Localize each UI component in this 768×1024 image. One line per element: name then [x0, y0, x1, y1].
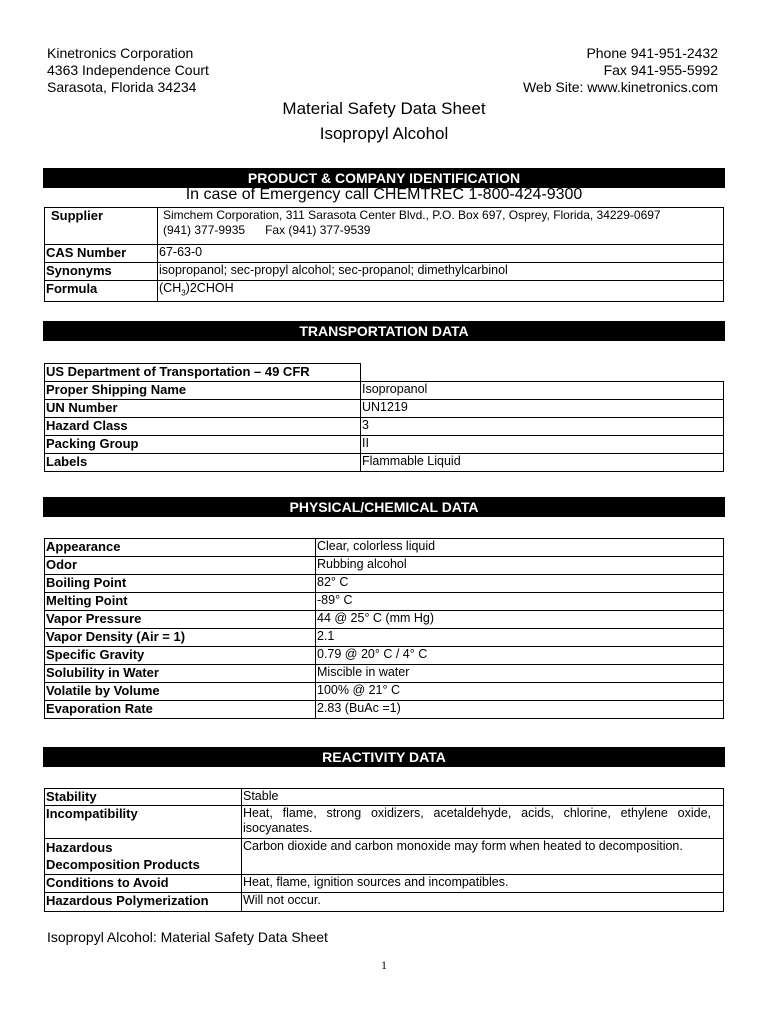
table-row	[45, 575, 724, 593]
table-row	[45, 382, 724, 400]
transport-label: Labels	[45, 454, 361, 472]
transport-label: Hazard Class	[45, 418, 361, 436]
transport-value: Isopropanol	[361, 382, 724, 400]
cas-label: CAS Number	[45, 245, 158, 263]
table-row	[45, 364, 724, 382]
property-label: Specific Gravity	[45, 647, 316, 665]
synonyms-value: isopropanol; sec-propyl alcohol; sec-propanol; dimethylcarbinol	[158, 263, 724, 281]
table-row	[45, 647, 724, 665]
hazardous-decomposition-label	[45, 839, 242, 875]
label-line: Hazardous	[46, 840, 113, 855]
supplier-label: Supplier	[45, 208, 158, 245]
reactivity-table	[44, 788, 724, 912]
document-subtitle: Isopropyl Alcohol	[319, 124, 449, 143]
company-name: Kinetronics Corporation	[47, 45, 194, 61]
document-title: Material Safety Data Sheet	[282, 99, 486, 118]
property-value: 0.79 @ 20° C / 4° C	[316, 647, 724, 665]
formula-part: )2CHOH	[185, 281, 234, 295]
property-value: 2.83 (BuAc =1)	[316, 701, 724, 719]
formula-part: (CH	[159, 281, 182, 295]
stability-value: Stable	[242, 789, 724, 806]
table-row	[45, 557, 724, 575]
property-value: Rubbing alcohol	[316, 557, 724, 575]
company-street: 4363 Independence Court	[47, 62, 209, 78]
transport-table	[44, 363, 724, 472]
section-header-physical: PHYSICAL/CHEMICAL DATA	[43, 497, 725, 517]
supplier-address: Simchem Corporation, 311 Sarasota Center Blvd., P.O. Box 697, Osprey, Florida, 34229-0697	[163, 208, 661, 222]
transport-label: Proper Shipping Name	[45, 382, 361, 400]
company-web: Web Site: www.kinetronics.com	[522, 79, 718, 95]
emergency-notice: In case of Emergency call CHEMTREC 1-800-424-9300	[185, 186, 583, 203]
label-line: Decomposition Products	[46, 857, 200, 872]
supplier-phone: (941) 377-9935 Fax (941) 377-9539	[163, 223, 371, 237]
table-row	[45, 806, 724, 839]
property-label: Appearance	[45, 539, 316, 557]
transport-value: 3	[361, 418, 724, 436]
table-row	[45, 875, 724, 893]
table-row	[45, 539, 724, 557]
table-row	[45, 454, 724, 472]
property-label: Volatile by Volume	[45, 683, 316, 701]
stability-label: Stability	[45, 789, 242, 806]
property-label: Vapor Pressure	[45, 611, 316, 629]
company-address	[47, 45, 209, 96]
transport-header: US Department of Transportation – 49 CFR	[45, 364, 361, 382]
table-row	[45, 839, 724, 875]
company-fax: Fax 941-955-5992	[603, 62, 718, 78]
transport-value: UN1219	[361, 400, 724, 418]
conditions-value: Heat, flame, ignition sources and incompatibles.	[242, 875, 724, 893]
property-value: 44 @ 25° C (mm Hg)	[316, 611, 724, 629]
property-value: Miscible in water	[316, 665, 724, 683]
hazardous-decomposition-value: Carbon dioxide and carbon monoxide may form when heated to decomposition.	[242, 839, 724, 875]
company-phone: Phone 941-951-2432	[586, 45, 718, 61]
table-row	[45, 629, 724, 647]
empty-cell	[361, 364, 724, 382]
table-row	[45, 665, 724, 683]
transport-label: UN Number	[45, 400, 361, 418]
section-header-reactivity: REACTIVITY DATA	[43, 747, 725, 767]
table-row	[45, 281, 724, 302]
table-row	[45, 263, 724, 281]
page-number: 1	[381, 958, 387, 972]
table-row	[45, 418, 724, 436]
property-label: Odor	[45, 557, 316, 575]
property-value: Clear, colorless liquid	[316, 539, 724, 557]
section-header-transport: TRANSPORTATION DATA	[43, 321, 725, 341]
physical-table	[44, 538, 724, 719]
footer-text: Isopropyl Alcohol: Material Safety Data Sheet	[47, 929, 328, 945]
property-label: Vapor Density (Air = 1)	[45, 629, 316, 647]
table-row	[45, 611, 724, 629]
table-row	[45, 701, 724, 719]
property-label: Melting Point	[45, 593, 316, 611]
property-label: Solubility in Water	[45, 665, 316, 683]
property-label: Boiling Point	[45, 575, 316, 593]
table-row	[45, 893, 724, 912]
polymerization-value: Will not occur.	[242, 893, 724, 912]
polymerization-label: Hazardous Polymerization	[45, 893, 242, 912]
table-row	[45, 683, 724, 701]
property-label: Evaporation Rate	[45, 701, 316, 719]
transport-value: Flammable Liquid	[361, 454, 724, 472]
transport-label: Packing Group	[45, 436, 361, 454]
table-row	[45, 245, 724, 263]
property-value: 100% @ 21° C	[316, 683, 724, 701]
property-value: -89° C	[316, 593, 724, 611]
table-row	[45, 400, 724, 418]
company-city: Sarasota, Florida 34234	[47, 79, 197, 95]
product-table	[44, 207, 724, 302]
synonyms-label: Synonyms	[45, 263, 158, 281]
incompatibility-value: Heat, flame, strong oxidizers, acetaldehyde, acids, chlorine, ethylene oxide, isocyanates.	[242, 806, 724, 839]
table-row	[45, 789, 724, 806]
table-row	[45, 208, 724, 245]
table-row	[45, 436, 724, 454]
company-contact	[523, 45, 718, 96]
formula-label: Formula	[45, 281, 158, 302]
transport-value: II	[361, 436, 724, 454]
table-row	[45, 593, 724, 611]
section-header-product: PRODUCT & COMPANY IDENTIFICATION	[43, 168, 725, 188]
conditions-label: Conditions to Avoid	[45, 875, 242, 893]
formula-subscript: 3	[181, 288, 186, 298]
supplier-value	[158, 208, 724, 245]
property-value: 82° C	[316, 575, 724, 593]
incompatibility-label: Incompatibility	[45, 806, 242, 839]
formula-value	[158, 281, 724, 302]
property-value: 2.1	[316, 629, 724, 647]
cas-value: 67-63-0	[158, 245, 724, 263]
